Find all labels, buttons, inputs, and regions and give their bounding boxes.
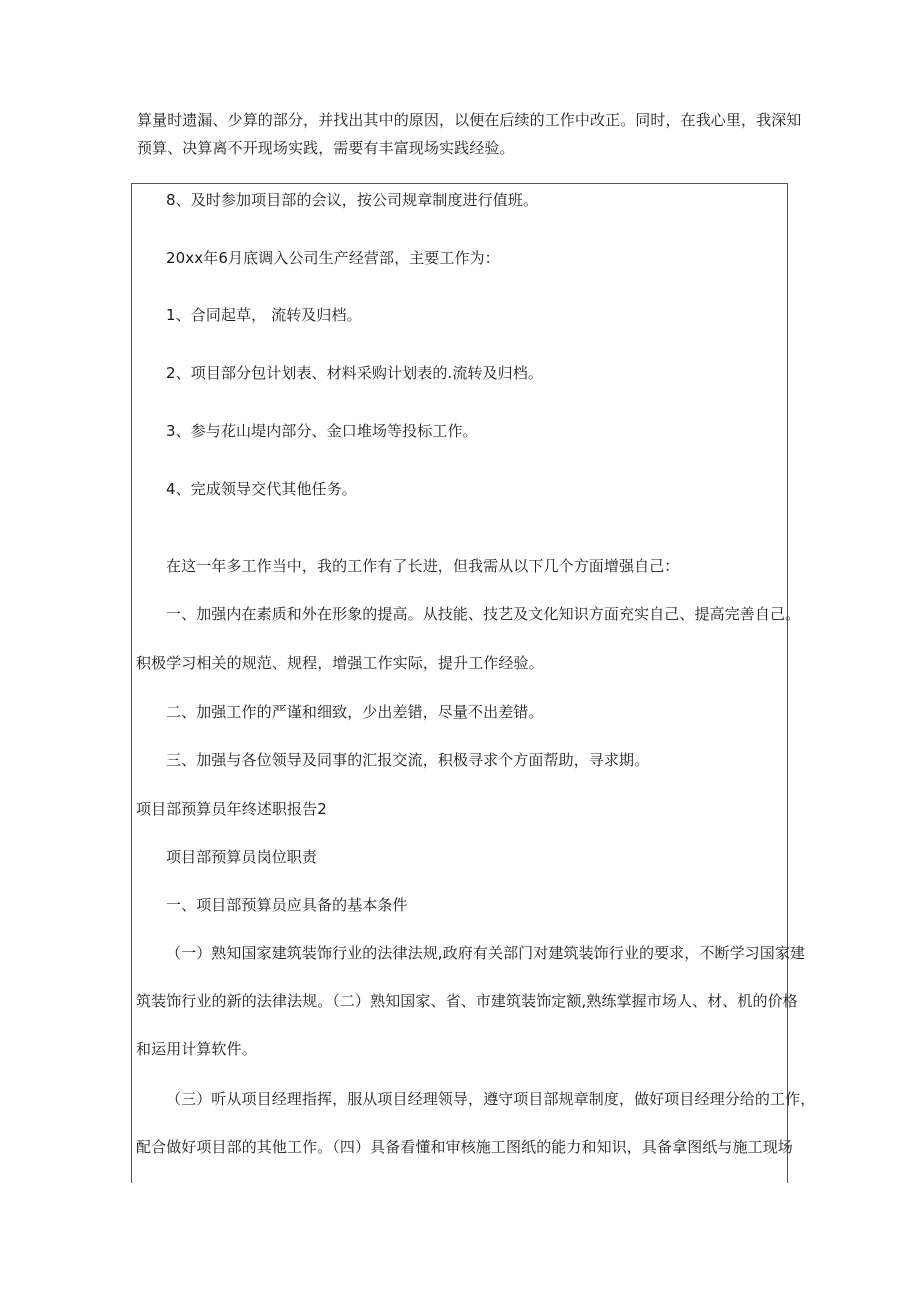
transfer-text: 20xx年6月底调入公司生产经营部，主要工作为：: [166, 249, 500, 267]
duty-item-2: 2、项目部分包计划表、材料采购计划表的.流转及归档。: [166, 364, 543, 382]
improve-2: 二、加强工作的严谨和细致，少出差错，尽量不出差错。: [166, 703, 544, 721]
para-2-line-b: 配合做好项目部的其他工作。（四）具备看懂和审核施工图纸的能力和知识，具备拿图纸与施工现场: [136, 1138, 793, 1156]
para-1-line-c: 和运用计算软件。: [136, 1040, 257, 1058]
content-box: [131, 183, 788, 1183]
duty-item-3: 3、参与花山堤内部分、金口堆场等投标工作。: [166, 422, 478, 440]
section-title: 项目部预算员岗位职责: [166, 848, 318, 866]
improve-3: 三、加强与各位领导及同事的汇报交流，积极寻求个方面帮助，寻求期。: [166, 751, 650, 769]
para-1-line-b: 筑装饰行业的新的法律法规。（二）熟知国家、省、市建筑装饰定额,熟练掌握市场人、材、机的价格: [136, 992, 798, 1010]
report-title: 项目部预算员年终述职报告2: [136, 800, 327, 818]
para-2-line-a: （三）听从项目经理指挥，服从项目经理领导，遵守项目部规章制度，做好项目经理分给的工作，: [166, 1090, 816, 1108]
intro-line-1: 算量时遗漏、少算的部分，并找出其中的原因，以便在后续的工作中改正。同时，在我心里，我深知: [137, 111, 802, 129]
intro-line-2: 预算、决算离不开现场实践，需要有丰富现场实践经验。: [137, 139, 515, 157]
sub-title: 一、项目部预算员应具备的基本条件: [166, 896, 408, 914]
improve-1-line-b: 积极学习相关的规范、规程，增强工作实际，提升工作经验。: [136, 654, 544, 672]
duty-item-1: 1、合同起草， 流转及归档。: [166, 306, 362, 324]
improve-1-line-a: 一、加强内在素质和外在形象的提高。从技能、技艺及文化知识方面充实自己、提高完善自己。: [166, 605, 801, 623]
duty-item-4: 4、完成领导交代其他任务。: [166, 480, 357, 498]
item-8: 8、及时参加项目部的会议，按公司规章制度进行值班。: [166, 191, 539, 209]
improve-intro: 在这一年多工作当中，我的工作有了长进，但我需从以下几个方面增强自己：: [166, 557, 680, 575]
para-1-line-a: （一）熟知国家建筑装饰行业的法律法规,政府有关部门对建筑装饰行业的要求，不断学习国家建: [166, 944, 806, 962]
